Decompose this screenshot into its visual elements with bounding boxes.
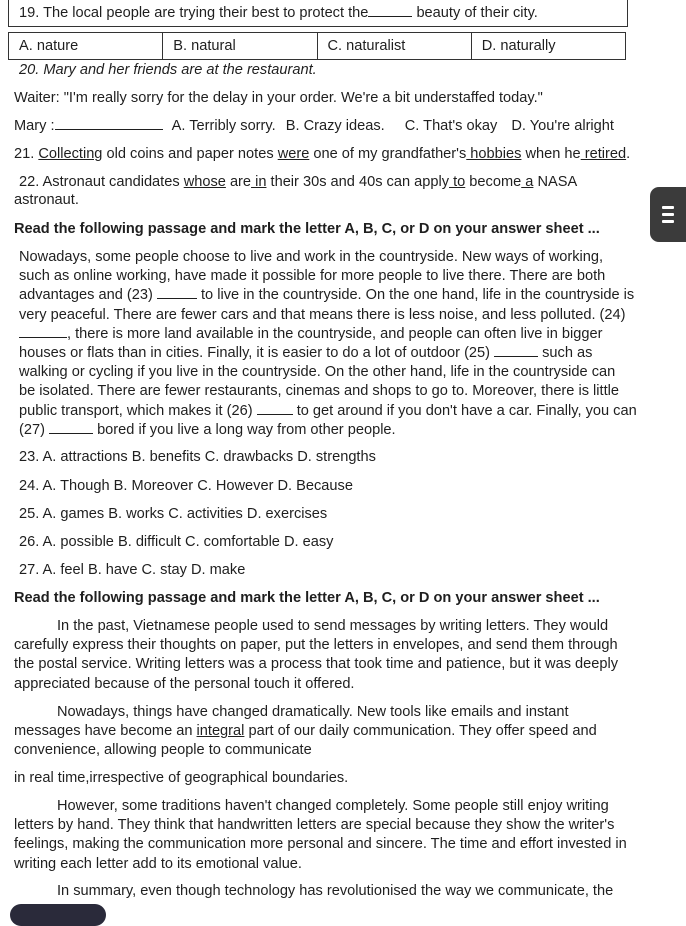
passage-2-paragraph-4: In summary, even though technology has revolutionised the way we communicate, the (57, 883, 614, 899)
q20-heading: 20. Mary and her friends are at the restaurant. (19, 62, 317, 78)
q20-blank (55, 117, 163, 130)
q21-question: 21. Collecting old coins and paper notes were one of my grandfather's hobbies when he retired. (14, 146, 631, 162)
q20-waiter-line: Waiter: "I'm really sorry for the delay in your order. We're a bit understaffed today." (14, 90, 543, 106)
q25-options[interactable]: 25. A. games B. works C. activities D. exercises (19, 506, 328, 522)
q20-option-a[interactable]: A. Terribly sorry. (171, 118, 276, 134)
blank-24 (19, 325, 67, 338)
q19-question: 19. The local people are trying their best to protect the beauty of their city. (19, 5, 538, 21)
q19-blank (368, 4, 412, 17)
passage-2-paragraph-2: Nowadays, things have changed dramatically. New tools like emails and instant messages have become an integral part of our daily communication. They offer speed and convenience, allowing people to communicate (14, 704, 597, 759)
passage-2-paragraph-1: In the past, Vietnamese people used to send messages by writing letters. They would carefully express their thoughts on paper, put the letters in envelopes, and send them through the postal service. Writing letters was a process that took time and patience, but it was deeply appreciated because of the personal touch it offered. (14, 618, 619, 692)
q22-line2: astronaut. (14, 192, 79, 208)
q21-underlined-b: were (277, 146, 310, 162)
q21-underlined-c: hobbies (466, 146, 522, 162)
q19-option-b[interactable]: B. natural (163, 33, 317, 60)
q20-option-d[interactable]: D. You're alright (511, 118, 614, 134)
instruction-passage-1: Read the following passage and mark the letter A, B, C, or D on your answer sheet ... (14, 221, 600, 237)
instruction-passage-2: Read the following passage and mark the letter A, B, C, or D on your answer sheet ... (14, 590, 600, 606)
q23-options[interactable]: 23. A. attractions B. benefits C. drawbacks D. strengths (19, 449, 376, 465)
q21-underlined-a: Collecting (38, 146, 103, 162)
passage-2-line: in real time,irrespective of geographical boundaries. (14, 770, 349, 786)
menu-button[interactable] (650, 187, 686, 242)
q20-option-c[interactable]: C. That's okay (404, 118, 498, 134)
passage-2-paragraph-3: However, some traditions haven't changed completely. Some people still enjoy writing letters by hand. They think that handwritten letters are special because they show the writer's feelings, making the communication more personal and sincere. The time and effort invested in writing each letter add to its emotional value. (14, 798, 627, 872)
blank-27 (49, 421, 93, 434)
q21-underlined-d: retired (580, 146, 627, 162)
menu-icon (662, 206, 674, 223)
blank-23 (157, 286, 197, 299)
underlined-word-integral: integral (196, 723, 245, 740)
q22-underlined-c: to (449, 174, 466, 190)
q20-option-b[interactable]: B. Crazy ideas. (285, 118, 385, 134)
q27-options[interactable]: 27. A. feel B. have C. stay D. make (19, 562, 246, 578)
q24-options[interactable]: 24. A. Though B. Moreover C. However D. Because (19, 478, 353, 494)
bottom-floating-button[interactable] (10, 904, 106, 926)
blank-25 (494, 344, 538, 357)
q19-option-a[interactable]: A. nature (9, 33, 163, 60)
q22-underlined-a: whose (183, 174, 226, 190)
q19-options-table (8, 32, 626, 60)
q26-options[interactable]: 26. A. possible B. difficult C. comfortable D. easy (19, 534, 334, 550)
q22-question: 22. Astronaut candidates whose are in their 30s and 40s can apply to become a NASA (19, 174, 578, 190)
q22-underlined-d: a (521, 174, 534, 190)
q19-option-c[interactable]: C. naturalist (317, 33, 471, 60)
blank-26 (257, 402, 293, 415)
q20-mary-line: Mary : A. Terribly sorry. B. Crazy ideas. C. That's okay D. You're alright (14, 118, 614, 134)
q22-underlined-b: in (251, 174, 267, 190)
q19-option-d[interactable]: D. naturally (471, 33, 625, 60)
passage-1: Nowadays, some people choose to live and work in the countryside. New ways of working, such as online working, have made it possible for more people to live there. There are both advantages and (23) to live in the countryside. On the one hand, life in the countryside is very peaceful. There are fewer cars and that means there is less noise, and less polluted. (24) , there is more land available in the countryside, and people can often live in bigger houses or flats than in cities. Finally, it is easier to do a lot of outdoor (25) such as walking or cycling if you live in the countryside. On the other hand, life in the countryside can be isolated. There are fewer restaurants, cinemas and shops to go to. Moreover, there is little public transport, which makes it (26) to get around if you don't have a car. Finally, you can (27) bored if you live a long way from other people. (19, 249, 637, 438)
